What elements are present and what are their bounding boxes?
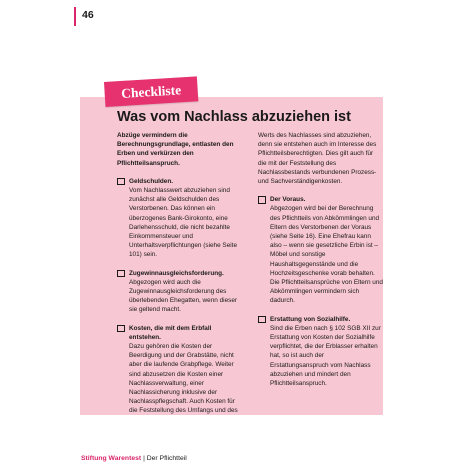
checklist-item-heading: Geldschulden.: [117, 177, 245, 186]
checklist-item: [117, 324, 245, 416]
checklist-continuation: Werts des Nachlasses sind abzuziehen, denn sie entstehen auch im Interesse des Pflichtteilsberechtigten. Dies gilt auch für die mit der Feststellung des Nachlassbestands verbundenen Prozess- und Sachverständigenkosten.: [258, 132, 377, 186]
checklist-tab: Checkliste: [104, 76, 198, 107]
checkbox[interactable]: [258, 316, 266, 324]
checklist-item-heading: Der Voraus.: [258, 195, 383, 204]
checkbox[interactable]: [258, 196, 266, 204]
checklist-item-body: Dazu gehören die Kosten der Beerdigung und der Grabstätte, nicht aber die laufende Grabpflege. Weiter sind abzusetzen die Kosten einer Nachlassverwaltung, einer Nachlassicherung inklusive der Nachlasspflegschaft. Auch Kosten für die Feststellung des Umfangs und des: [129, 343, 238, 415]
checklist-item-body: Abgezogen wird bei der Berechnung des Pflichtteils von Abkömmlingen und Eltern des Verstorbenen der Voraus (siehe Seite 16). Eine Ehefrau kann also – wenn sie gesetzliche Erbin ist – Möbel und sonstige Haushaltsgegenstände und die Hochzeitsgeschenke vorab behalten. Die Pflichtteilsansprüche von Eltern und Abkömmlingen vermindern sich dadurch.: [270, 205, 383, 305]
checklist-item-heading: Erstattung von Sozialhilfe.: [258, 315, 383, 324]
checklist-item: [117, 177, 245, 260]
checklist-item: [258, 195, 383, 305]
checklist-item-body: Abgezogen wird auch die Zugewinnausgleichsforderung des überlebenden Ehegatten, wenn dieser sie geltend macht.: [129, 278, 238, 314]
checklist-item-body: Vom Nachlasswert abzuziehen sind zunächst alle Geldschulden des Verstorbenen. Das können ein überzogenes Bank-Girokonto, eine Darlehensschuld, die nicht bezahlte Einkommensteuer und Unterhaltsverpflichtungen (siehe Seite 101) sein.: [129, 187, 237, 259]
checkbox[interactable]: [117, 270, 125, 278]
page-accent-rule: [74, 7, 76, 26]
footer-book-title: Der Pflichtteil: [146, 455, 187, 462]
checklist-title: Was vom Nachlass abzuziehen ist: [117, 109, 351, 125]
checklist-intro: Abzüge vermindern die Berechnungsgrundlage, entlasten den Erben und verkürzen den Pflichtteilsanspruch.: [117, 132, 234, 167]
checkbox[interactable]: [117, 178, 125, 186]
footer-brand: Stiftung Warentest: [81, 455, 142, 462]
footer-separator: |: [143, 455, 145, 462]
left-column: [117, 131, 245, 425]
right-column: [258, 131, 383, 397]
page-number: 46: [82, 9, 94, 21]
checkbox[interactable]: [117, 325, 125, 333]
page-footer: [81, 455, 187, 462]
checklist-item-body: Sind die Erben nach § 102 SGB XII zur Erstattung von Kosten der Sozialhilfe verpflichtet, die der Erblasser erhalten hat, so ist auch der Erstattungsanspruch vom Nachlass abzuziehen und mindert den Pflichtteilsanspruch.: [270, 324, 381, 388]
checklist-item: [117, 269, 245, 315]
checklist-item: [258, 315, 383, 389]
checklist-item-heading: Kosten, die mit dem Erbfall entstehen.: [117, 324, 245, 342]
checklist-item-heading: Zugewinnausgleichsforderung.: [117, 269, 245, 278]
